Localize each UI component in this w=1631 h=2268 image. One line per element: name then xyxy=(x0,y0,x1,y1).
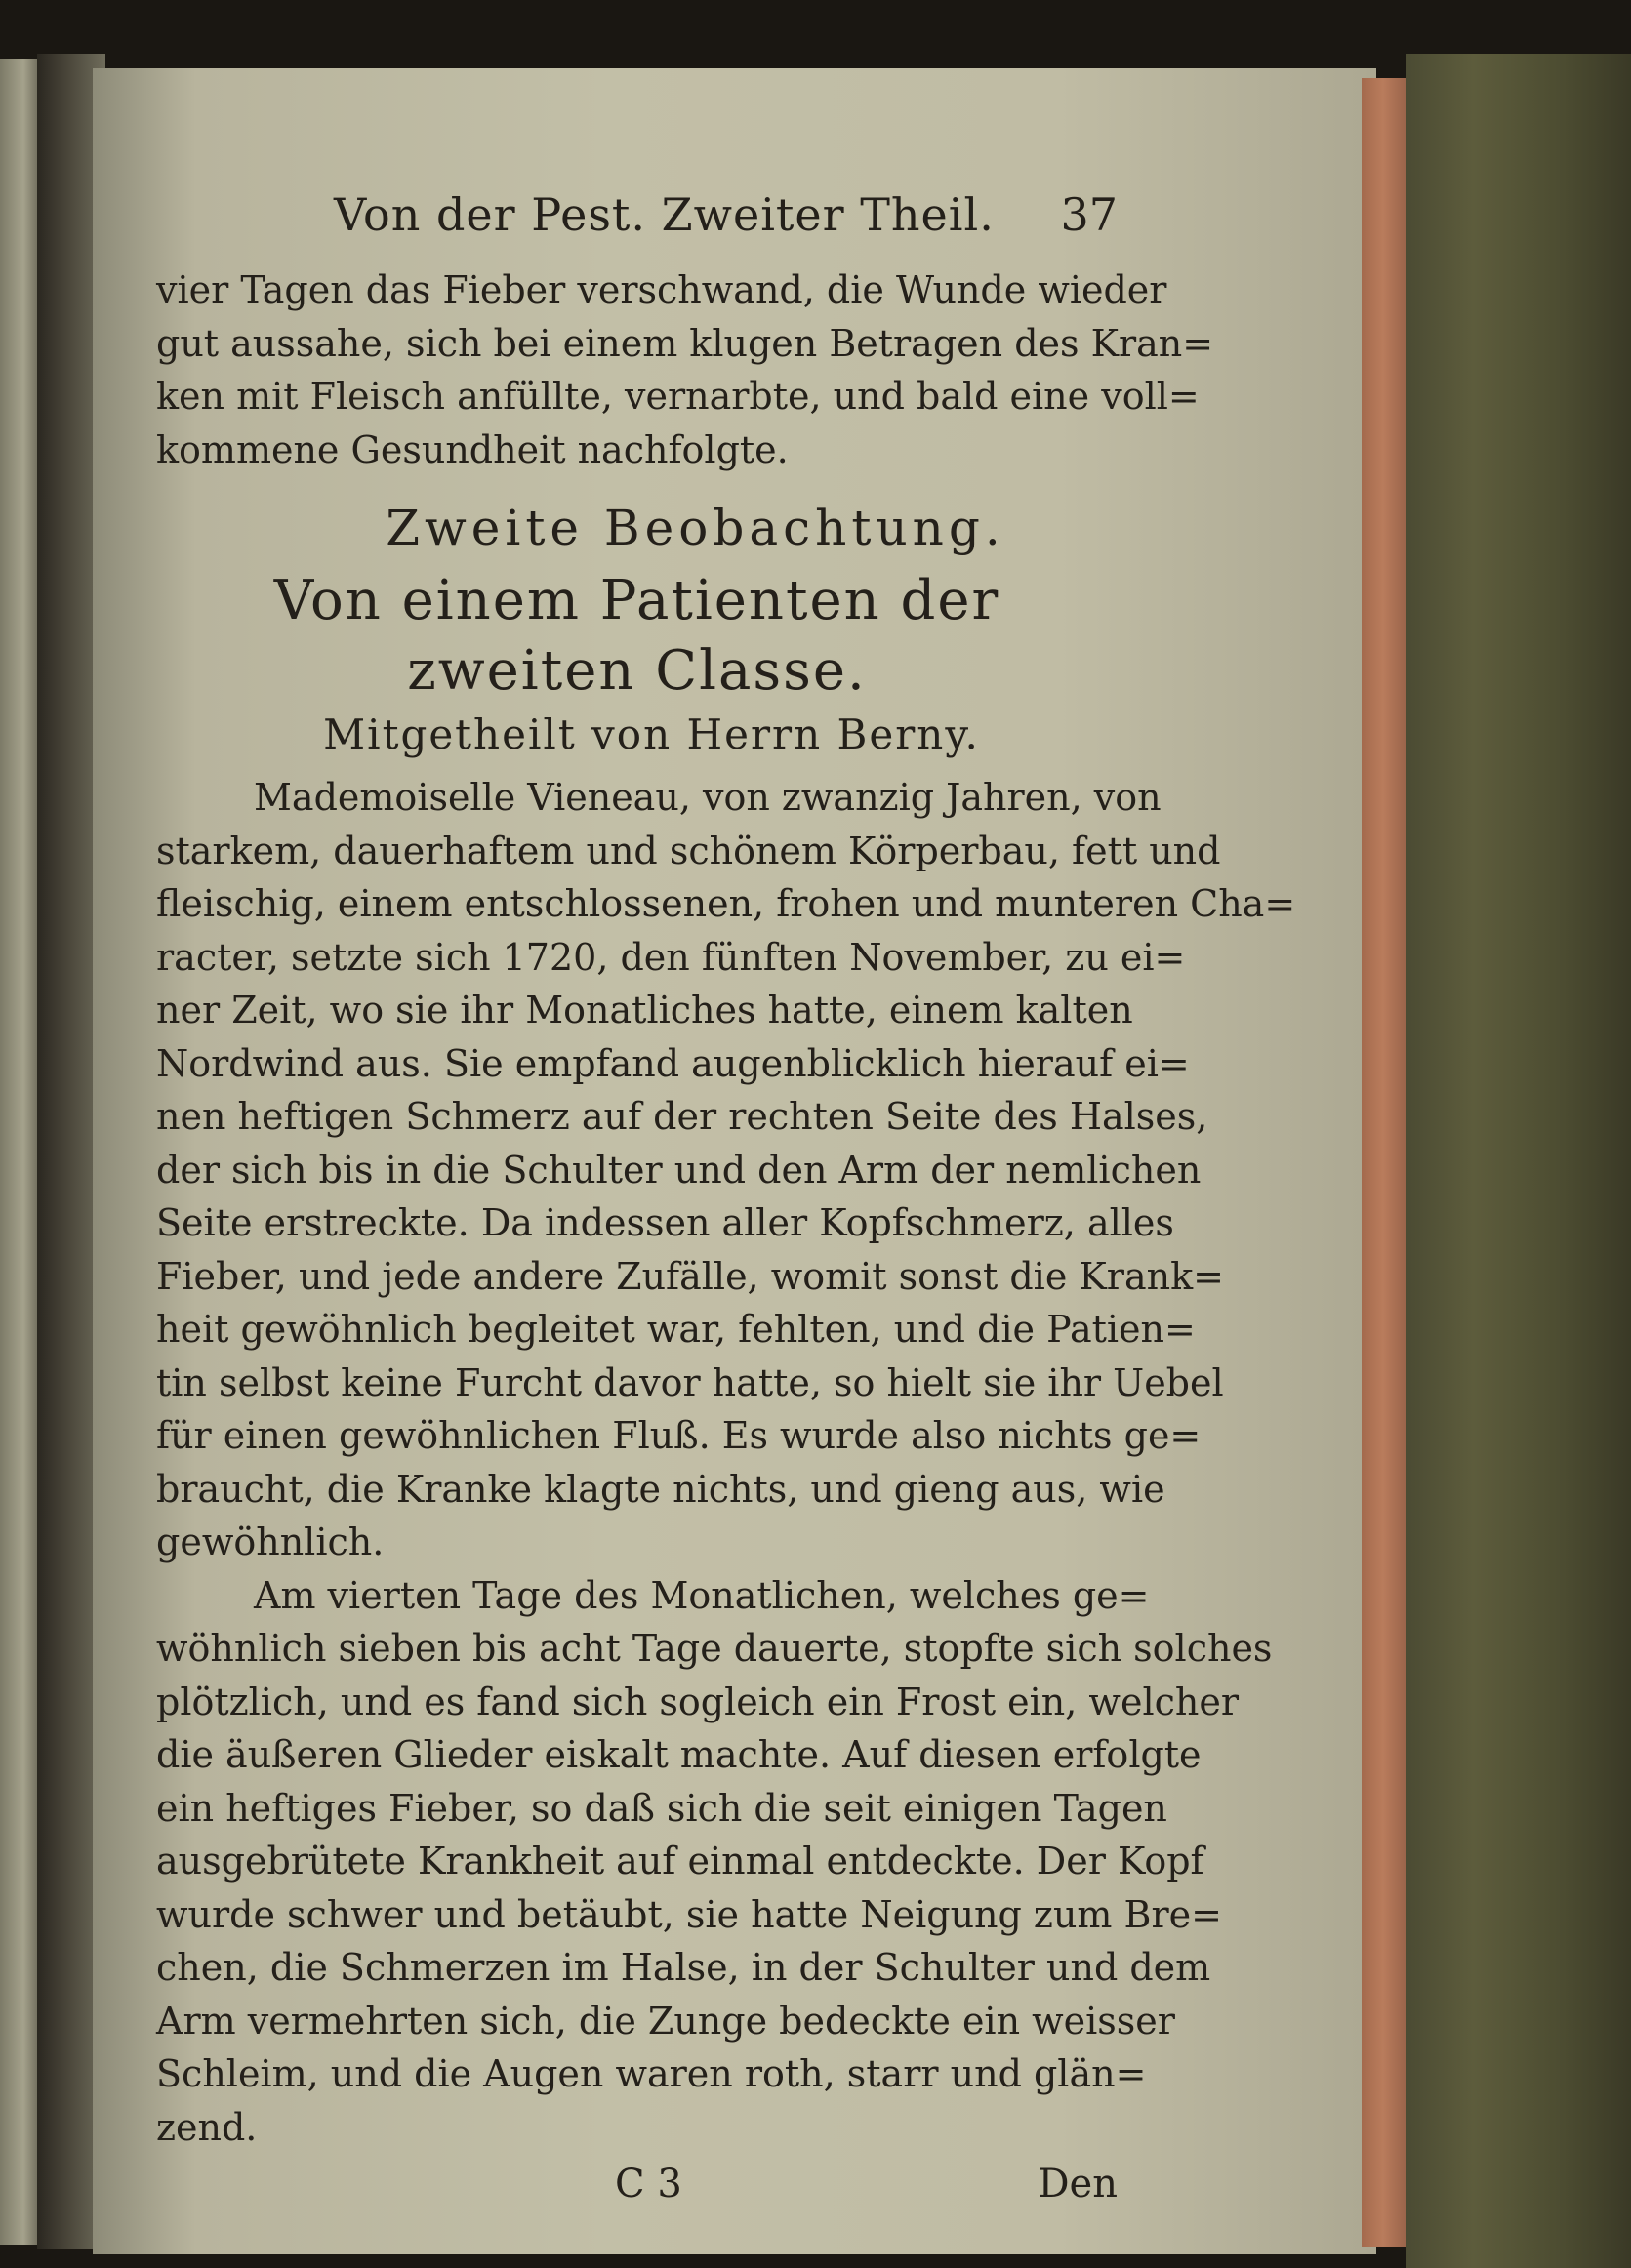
text-line: wurde schwer und betäubt, sie hatte Neigung zum Bre= xyxy=(156,1892,1222,1936)
text-line: vier Tagen das Fieber verschwand, die Wunde wieder xyxy=(156,268,1167,311)
text-line: racter, setzte sich 1720, den fünften November, zu ei= xyxy=(156,935,1186,979)
text-line: Nordwind aus. Sie empfand augenblicklich hierauf ei= xyxy=(156,1041,1190,1085)
paragraph-1 xyxy=(156,263,1214,476)
text-line: Seite erstreckte. Da indessen aller Kopfschmerz, alles xyxy=(156,1201,1174,1244)
text-line: plötzlich, und es fand sich sogleich ein Frost ein, welcher xyxy=(156,1680,1240,1723)
observation-subtitle: Von einem Patienten der zweiten Classe. xyxy=(273,569,1000,703)
text-line: ausgebrütete Krankheit auf einmal entdeckte. Der Kopf xyxy=(156,1840,1204,1883)
text-line: für einen gewöhnlichen Fluß. Es wurde also nichts ge= xyxy=(156,1414,1202,1457)
observation-heading: Zweite Beobachtung. xyxy=(386,500,1005,556)
page-header xyxy=(156,181,1118,263)
text-line: zend. xyxy=(156,2105,258,2149)
text-line: Arm vermehrten sich, die Zunge bedeckte ein weisser xyxy=(156,1999,1175,2043)
catchword: Den xyxy=(1038,2162,1118,2207)
text-line: ner Zeit, wo sie ihr Monatliches hatte, einem kalten xyxy=(156,989,1133,1032)
running-head: Von der Pest. Zweiter Theil. xyxy=(334,188,995,241)
text-line: chen, die Schmerzen im Halse, in der Schulter und dem xyxy=(156,1946,1211,1989)
page-text xyxy=(156,181,1296,2216)
text-line: starkem, dauerhaftem und schönem Körperbau, fett und xyxy=(156,829,1221,872)
text-line: Am vierten Tage des Monatlichen, welches ge= xyxy=(254,1573,1150,1617)
text-line: Schleim, und die Augen waren roth, starr und glän= xyxy=(156,2052,1147,2095)
page-number: 37 xyxy=(1060,188,1118,241)
text-line: nen heftigen Schmerz auf der rechten Seite des Halses, xyxy=(156,1095,1208,1138)
text-line: heit gewöhnlich begleitet war, fehlten, und die Patien= xyxy=(156,1308,1196,1351)
signature-mark: C 3 xyxy=(615,2162,682,2207)
paragraph-2 xyxy=(156,771,1296,1569)
observation-attribution: Mitgetheilt von Herrn Berny. xyxy=(323,710,980,758)
text-line: ein heftiges Fieber, so daß sich die seit einigen Tagen xyxy=(156,1786,1167,1830)
text-line: kommene Gesundheit nachfolgte. xyxy=(156,427,789,471)
text-line: Mademoiselle Vieneau, von zwanzig Jahren, von xyxy=(254,776,1162,819)
text-line: tin selbst keine Furcht davor hatte, so hielt sie ihr Uebel xyxy=(156,1360,1224,1404)
page-footer xyxy=(156,2158,1118,2216)
book-cover xyxy=(1406,54,1631,2268)
text-line: braucht, die Kranke klagte nichts, und gieng aus, wie xyxy=(156,1467,1165,1511)
facing-page xyxy=(0,59,39,2245)
paragraph-3 xyxy=(156,1569,1273,2155)
text-line: wöhnlich sieben bis acht Tage dauerte, stopfte sich solches xyxy=(156,1627,1273,1670)
text-line: gut aussahe, sich bei einem klugen Betragen des Kran= xyxy=(156,321,1214,365)
text-line: die äußeren Glieder eiskalt machte. Auf diesen erfolgte xyxy=(156,1733,1202,1776)
text-line: Fieber, und jede andere Zufälle, womit sonst die Krank= xyxy=(156,1254,1224,1298)
text-line: ken mit Fleisch anfüllte, vernarbte, und bald eine voll= xyxy=(156,375,1200,418)
text-line: gewöhnlich. xyxy=(156,1520,385,1563)
text-line: fleischig, einem entschlossenen, frohen und munteren Cha= xyxy=(156,882,1296,925)
text-line: der sich bis in die Schulter und den Arm der nemlichen xyxy=(156,1148,1202,1192)
